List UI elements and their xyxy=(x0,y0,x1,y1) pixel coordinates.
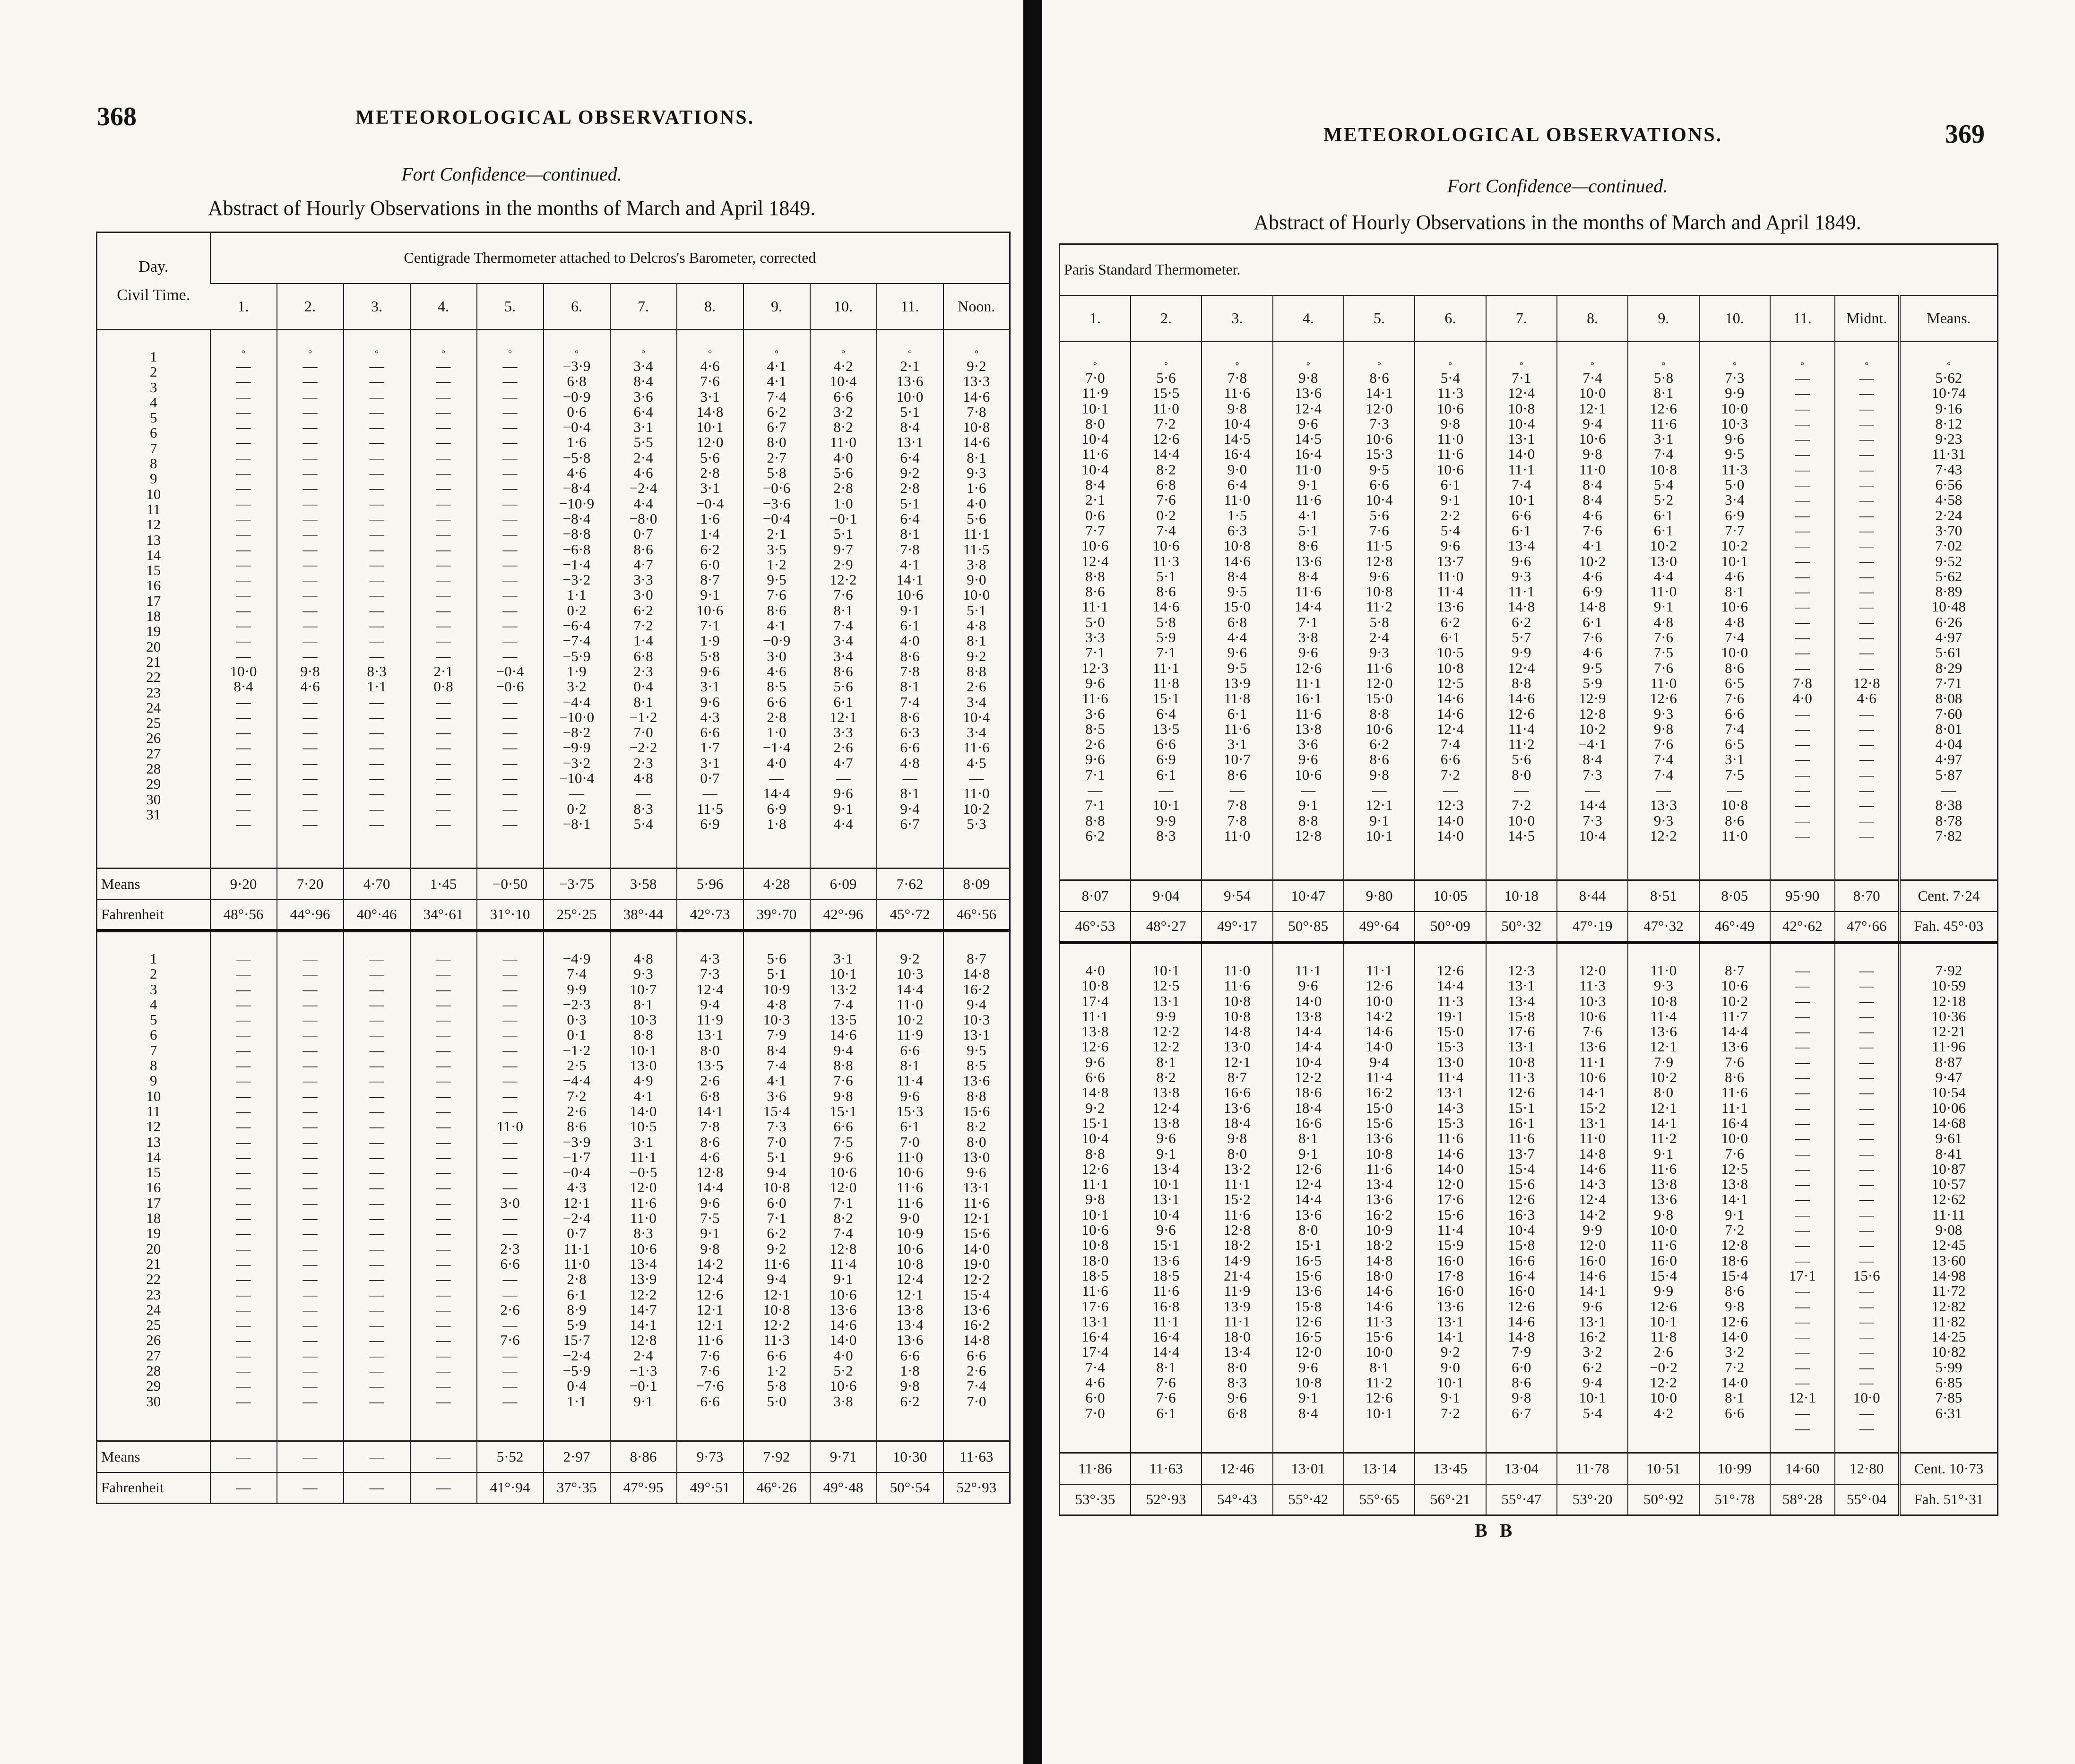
column-label: Noon. xyxy=(958,297,995,315)
column-label: 4. xyxy=(438,297,449,315)
summary-value: 7·62 xyxy=(877,869,943,900)
column-label: 9. xyxy=(771,297,782,315)
hour-column xyxy=(477,330,544,869)
column-header xyxy=(877,284,943,330)
hour-values: — — — — — — — — — — — — — — — — — — — — 15·6 — — — — — — — 10·0 — — xyxy=(1853,962,1880,1437)
summary-value: 10·47 xyxy=(1273,880,1344,912)
summary-value: 8·44 xyxy=(1557,880,1628,912)
hour-values: 4·1 4·1 7·4 6·2 6·7 8·0 2·7 5·8 −0·6 −3·6 −0·4 2·1 3·5 1·2 9·5 7·6 8·6 4·1 −0·9 3·0 4·6 8·5 6·6 2·8 1·0 −1·4 4·0 — 14·4 6·9 1·8 xyxy=(762,358,791,832)
column-header xyxy=(1628,295,1699,342)
running-title: METEOROLOGICAL OBSERVATIONS. xyxy=(355,107,755,129)
summary-value: 9·04 xyxy=(1131,880,1202,912)
hour-column xyxy=(210,330,277,869)
column-header xyxy=(1415,295,1486,342)
hour-values: 8·7 14·8 16·2 9·4 10·3 13·1 9·5 8·5 13·6 8·8 15·6 8·2 8·0 13·0 9·6 13·1 11·6 12·1 15·6 14·0 19·0 12·2 15·4 13·6 16·2 14·8 6·6 2·6 7·4 7·0 xyxy=(963,950,990,1410)
summary-value: — xyxy=(344,1441,410,1472)
degree-mark: ° xyxy=(1661,361,1666,371)
degree-mark: ° xyxy=(1732,361,1737,371)
hour-values: 11·1 12·6 10·0 14·2 14·6 14·0 9·4 11·4 16·2 15·0 15·6 13·6 10·8 11·6 13·4 13·6 16·2 10·9 18·2 14·8 18·0 14·6 14·6 11·3 15·6 10·0 8·1 11·2 12·6 10·1 xyxy=(1366,962,1393,1421)
hour-column xyxy=(1415,342,1486,880)
hour-column xyxy=(1060,342,1131,880)
summary-value: 10·51 xyxy=(1628,1453,1699,1484)
hour-values: 11·1 9·6 14·0 13·8 14·4 14·4 10·4 12·2 18·6 18·4 16·6 8·1 9·1 12·6 12·4 14·4 13·6 8·0 15·1 16·5 15·6 13·6 15·8 12·6 16·5 12·0 9·6 10·8 9·1 8·4 xyxy=(1295,962,1322,1421)
degree-mark: ° xyxy=(1235,361,1239,371)
degree-mark: ° xyxy=(708,349,712,359)
hour-values: 7·1 12·4 10·8 10·4 13·1 14·0 11·1 7·4 10·1 6·6 6·1 13·4 9·6 9·3 11·1 14·8 6·2 5·7 9·9 12·4 8·8 14·6 12·6 11·4 11·2 5·6 8·0 — 7·2 10·0 14·5 xyxy=(1508,370,1535,844)
column-label: Means. xyxy=(1927,309,1971,327)
hour-column xyxy=(477,931,544,1441)
column-label: 1. xyxy=(237,297,249,315)
summary-value: 49°·51 xyxy=(677,1472,744,1504)
hour-column xyxy=(1273,943,1344,1453)
hour-column xyxy=(1344,943,1415,1453)
summary-value: 9·20 xyxy=(210,869,277,900)
summary-value: 46°·26 xyxy=(744,1472,810,1504)
signature-mark: B B xyxy=(1475,1520,1516,1541)
summary-value: 10·99 xyxy=(1699,1453,1770,1484)
summary-value: 13·04 xyxy=(1486,1453,1557,1484)
hour-values: — — — — — — — — — — — — — — — — — — — — 7·8 4·0 — — — — — — — — — xyxy=(1792,370,1812,844)
hour-values: — — — — — — — — — — — — — — — — — — — — 17·1 — — — — — — — 12·1 — — xyxy=(1789,962,1816,1437)
summary-value: 50°·32 xyxy=(1486,912,1557,943)
summary-value: 47°·66 xyxy=(1835,912,1900,943)
summary-value: 7·92 xyxy=(744,1441,810,1472)
hour-column xyxy=(544,931,610,1441)
summary-value: 54°·43 xyxy=(1202,1484,1272,1515)
summary-value: 11·63 xyxy=(1131,1453,1202,1484)
hour-values: 12·6 14·4 11·3 19·1 15·0 15·3 13·0 11·4 13·1 14·3 15·3 11·6 14·6 14·0 12·0 17·6 15·6 11·4 15·9 16·0 17·8 16·0 13·6 13·1 14·1 9·2 9·0 10·1 9·1 7·2 xyxy=(1436,962,1464,1421)
summary-value: 49°·48 xyxy=(810,1472,877,1504)
hour-column xyxy=(277,931,344,1441)
degree-mark: ° xyxy=(775,349,778,359)
column-header xyxy=(210,284,277,330)
hour-column xyxy=(744,330,810,869)
subtitle: Fort Confidence—continued. xyxy=(401,163,622,185)
hour-column xyxy=(344,931,410,1441)
degree-mark: ° xyxy=(1865,361,1869,371)
hour-values: 5·6 15·5 11·0 7·2 12·6 14·4 8·2 6·8 7·6 0·2 7·4 10·6 11·3 5·1 8·6 14·6 5·8 5·9 7·1 11·1 11·8 15·1 6·4 13·5 6·6 6·9 6·1 — 10·1 9·9 8·3 xyxy=(1152,370,1180,844)
summary-value: 38°·44 xyxy=(610,900,677,931)
degree-mark: ° xyxy=(375,349,379,359)
hour-values: — — — — — — — — — — — — — — — — — — — — 12·8 4·6 — — — — — — — — — xyxy=(1853,370,1880,844)
left-observations-table xyxy=(96,232,1011,1504)
hour-values: 9·2 13·3 14·6 7·8 10·8 14·6 8·1 9·3 1·6 4·0 5·6 11·1 11·5 3·8 9·0 10·0 5·1 4·8 8·1 9·2 8·8 2·6 3·4 10·4 3·4 11·6 4·5 — 11·0 10·2 5·3 xyxy=(963,358,990,832)
hour-values: 4·2 10·4 6·6 3·2 8·2 11·0 4·0 5·6 2·8 1·0 −0·1 5·1 9·7 2·9 12·2 7·6 8·1 7·4 3·4 3·4 8·6 5·6 6·1 12·1 3·3 2·6 4·7 — 9·6 9·1 4·4 xyxy=(829,358,857,832)
column-header xyxy=(1699,295,1770,342)
summary-value: — xyxy=(344,1472,410,1504)
summary-value: 9·54 xyxy=(1202,880,1272,912)
row-label: Fahrenheit xyxy=(97,1472,210,1504)
hour-values: 4·6 7·6 3·1 14·8 10·1 12·0 5·6 2·8 3·1 −0·4 1·6 1·4 6·2 6·0 8·7 9·1 10·6 7·1 1·9 5·8 9·6 3·1 9·6 4·3 6·6 1·7 3·1 0·7 — 11·5 6·9 xyxy=(696,358,724,832)
summary-value: 45°·72 xyxy=(877,900,943,931)
column-header xyxy=(277,284,344,330)
column-label: 5. xyxy=(1374,309,1385,327)
hour-values: 5·8 8·1 12·6 11·6 3·1 7·4 10·8 5·4 5·2 6·1 6·1 10·2 13·0 4·4 11·0 9·1 4·8 7·6 7·5 7·6 11·0 12·6 9·3 9·8 7·6 7·4 7·4 — 13·3 9·3 12·2 xyxy=(1650,370,1677,844)
summary-value: 37°·35 xyxy=(544,1472,610,1504)
column-header xyxy=(1202,295,1272,342)
hour-values: — — — — — — — — — — — — — — — — — — — — — — — — — — — — — — xyxy=(436,950,451,1410)
book-spine xyxy=(1023,0,1042,1764)
thermometer-banner: Centigrade Thermometer attached to Delcros's Barometer, corrected xyxy=(210,232,1010,284)
summary-value: 3·58 xyxy=(610,869,677,900)
hour-column xyxy=(1131,342,1202,880)
summary-value: 13·01 xyxy=(1273,1453,1344,1484)
degree-mark: ° xyxy=(1591,361,1595,371)
degree-mark: ° xyxy=(641,349,645,359)
hour-values: — — — — — — — — — — — — — — — — — — — — −0·4 −0·6 — — — — — — — — — xyxy=(496,358,524,832)
summary-value: 95·90 xyxy=(1770,880,1835,912)
summary-value: 5·52 xyxy=(477,1441,544,1472)
degree-mark: ° xyxy=(1164,361,1168,371)
hour-column xyxy=(1628,943,1699,1453)
right-page xyxy=(1040,0,2075,1764)
summary-value: 49°·64 xyxy=(1344,912,1415,943)
column-header xyxy=(1060,295,1131,342)
hour-values: 7·8 11·6 9·8 10·4 14·5 16·4 9·0 6·4 11·0 1·5 6·3 10·8 14·6 8·4 9·5 15·0 6·8 4·4 9·6 9·5 13·9 11·8 6·1 11·6 3·1 10·7 8·6 — 7·8 7·8 11·0 xyxy=(1223,370,1251,844)
summary-value: 6·09 xyxy=(810,869,877,900)
summary-value: — xyxy=(277,1472,344,1504)
summary-value: 11·78 xyxy=(1557,1453,1628,1484)
hour-column xyxy=(1060,943,1131,1453)
hour-column xyxy=(1486,342,1557,880)
hour-column xyxy=(610,330,677,869)
degree-mark: ° xyxy=(841,349,845,359)
hour-values: 7·92 10·59 12·18 10·36 12·21 11·96 8·87 9·47 10·54 10·06 14·68 9·61 8·41 10·87 10·57 12·62 11·11 9·08 12·45 13·60 14·98 11·72 12·82 11·82 14·25 10·82 5·99 6·85 7·85 6·31 xyxy=(1931,962,1966,1421)
hour-column xyxy=(1899,342,1997,880)
column-label: 10. xyxy=(834,297,853,315)
summary-value: 48°·27 xyxy=(1131,912,1202,943)
hour-values: — — — — — — — — — — — — — — — — — — — — — — — — — — — — — — xyxy=(369,950,384,1410)
summary-value: 9·73 xyxy=(677,1441,744,1472)
hour-values: 11·0 11·6 10·8 10·8 14·8 13·0 12·1 8·7 16·6 13·6 18·4 9·8 8·0 13·2 11·1 15·2 11·6 12·8 18·2 14·9 21·4 11·9 13·9 11·1 18·0 13·4 8·0 8·3 9·6 6·8 xyxy=(1223,962,1251,1421)
hour-values: 9·8 13·6 12·4 9·6 14·5 16·4 11·0 9·1 11·6 4·1 5·1 8·6 13·6 8·4 11·6 14·4 7·1 3·8 9·6 12·6 11·1 16·1 11·6 13·8 3·6 9·6 10·6 — 9·1 8·8 12·8 xyxy=(1295,370,1322,844)
column-header xyxy=(1835,295,1900,342)
hour-values: 10·1 12·5 13·1 9·9 12·2 12·2 8·1 8·2 13·8 12·4 13·8 9·6 9·1 13·4 10·1 13·1 10·4 9·6 15·1 13·6 18·5 11·6 16·8 11·1 16·4 14·4 8·1 7·6 7·6 6·1 xyxy=(1152,962,1180,1421)
hour-column xyxy=(1273,342,1344,880)
page-number: 368 xyxy=(97,102,137,131)
hour-column xyxy=(344,330,410,869)
column-label: 5. xyxy=(504,297,516,315)
day-header: Day. Civil Time. xyxy=(97,232,210,330)
row-label: Fahrenheit xyxy=(97,900,210,931)
summary-value: 34°·61 xyxy=(410,900,477,931)
column-header xyxy=(410,284,477,330)
summary-value: 9·80 xyxy=(1344,880,1415,912)
hour-column xyxy=(1835,342,1900,880)
column-label: 2. xyxy=(304,297,316,315)
row-label: Means xyxy=(97,1441,210,1472)
hour-column xyxy=(744,931,810,1441)
summary-value: 56°·21 xyxy=(1415,1484,1486,1515)
hour-values: 12·3 13·1 13·4 15·8 17·6 13·1 10·8 11·3 12·6 15·1 16·1 11·6 13·7 15·4 15·6 12·6 16·3 10·4 15·8 16·6 16·4 16·0 12·6 14·6 14·8 7·9 6·0 8·6 9·8 6·7 xyxy=(1508,962,1535,1421)
degree-mark: ° xyxy=(1519,361,1523,371)
hour-values: — — — — — — — — — — — — — — — — — — — — 2·1 0·8 — — — — — — — — — xyxy=(433,358,453,832)
hour-values: 7·4 10·0 12·1 9·4 10·6 9·8 11·0 8·4 8·4 4·6 7·6 4·1 10·2 4·6 6·9 14·8 6·1 7·6 4·6 9·5 5·9 12·9 12·8 10·2 −4·1 8·4 7·3 — 14·4 7·3 10·4 xyxy=(1578,370,1607,844)
hour-column xyxy=(877,931,943,1441)
degree-mark: ° xyxy=(1946,361,1951,371)
hour-column xyxy=(1415,943,1486,1453)
hour-values: — — — — — — — — — — — — — — — — — — — — 10·0 8·4 — — — — — — — — — xyxy=(230,358,257,832)
summary-value: 10·18 xyxy=(1486,880,1557,912)
summary-value: 48°·56 xyxy=(210,900,277,931)
left-page xyxy=(0,0,1023,1764)
summary-value: 5·96 xyxy=(677,869,744,900)
summary-value: 55°·47 xyxy=(1486,1484,1557,1515)
column-label: 1. xyxy=(1089,309,1101,327)
column-header xyxy=(1273,295,1344,342)
summary-value: 8·05 xyxy=(1699,880,1770,912)
degree-mark: ° xyxy=(242,349,245,359)
summary-value: 2·97 xyxy=(544,1441,610,1472)
summary-value: 8·51 xyxy=(1628,880,1699,912)
hour-values: 5·62 10·74 9·16 8·12 9·23 11·31 7·43 6·56 4·58 2·24 3·70 7·02 9·52 5·62 8·89 10·48 6·26 4·97 5·61 8·29 7·71 8·08 7·60 8·01 4·04 4·97 5·87 — 8·38 8·78 7·82 xyxy=(1931,370,1966,844)
column-label: 11. xyxy=(900,297,919,315)
hour-column xyxy=(1899,943,1997,1453)
hour-values: 4·0 10·8 17·4 11·1 13·8 12·6 9·6 6·6 14·8 9·2 15·1 10·4 8·8 12·6 11·1 9·8 10·1 10·6 10·8 18·0 18·5 11·6 17·6 13·1 16·4 17·4 7·4 4·6 6·0 7·0 xyxy=(1081,962,1109,1421)
degree-mark: ° xyxy=(308,349,312,359)
hour-column xyxy=(1344,342,1415,880)
hour-values: 7·0 11·9 10·1 8·0 10·4 11·6 10·4 8·4 2·1 0·6 7·7 10·6 12·4 8·8 8·6 11·1 5·0 3·3 7·1 12·3 9·6 11·6 3·6 8·5 2·6 9·6 7·1 — 7·1 8·8 6·2 xyxy=(1081,370,1109,844)
hour-column xyxy=(277,330,344,869)
column-header xyxy=(344,284,410,330)
hour-column xyxy=(410,931,477,1441)
hour-column xyxy=(677,330,744,869)
summary-value: — xyxy=(210,1441,277,1472)
hour-values: 12·0 11·3 10·3 10·6 7·6 13·6 11·1 10·6 14·1 15·2 13·1 11·0 14·8 14·6 14·3 12·4 14·2 9·9 12·0 16·0 14·6 14·1 9·6 13·1 16·2 3·2 6·2 9·4 10·1 5·4 xyxy=(1579,962,1606,1421)
hour-column xyxy=(1699,342,1770,880)
hour-column xyxy=(1835,943,1900,1453)
summary-value: 53°·20 xyxy=(1557,1484,1628,1515)
summary-value: 42°·62 xyxy=(1770,912,1835,943)
hour-values: 3·1 10·1 13·2 7·4 13·5 14·6 9·4 8·8 7·6 9·8 15·1 6·6 7·5 9·6 10·6 12·0 7·1 8·2 7·4 12·8 11·4 9·1 10·6 13·6 14·6 14·0 4·0 5·2 10·6 3·8 xyxy=(830,950,857,1410)
hour-column xyxy=(1699,943,1770,1453)
summary-value: 41°·94 xyxy=(477,1472,544,1504)
summary-value: 4·70 xyxy=(344,869,410,900)
column-header xyxy=(477,284,544,330)
caption: Abstract of Hourly Observations in the months of March and April 1849. xyxy=(1254,211,1861,234)
column-label: 7. xyxy=(1515,309,1527,327)
column-header xyxy=(943,284,1010,330)
column-header xyxy=(610,284,677,330)
hour-column xyxy=(210,931,277,1441)
summary-value: 25°·25 xyxy=(544,900,610,931)
column-header xyxy=(544,284,610,330)
hour-column xyxy=(1770,342,1835,880)
summary-value: 50°·09 xyxy=(1415,912,1486,943)
hour-values: −3·9 6·8 −0·9 0·6 −0·4 1·6 −5·8 4·6 −8·4 −10·9 −8·4 −8·8 −6·8 −1·4 −3·2 1·1 0·2 −6·4 −7·4 −5·9 1·9 3·2 −4·4 −10·0 −8·2 −9·9 −3·2 −10·4 — 0·2 −8·1 xyxy=(559,358,595,832)
summary-value: Cent. 7·24 xyxy=(1899,880,1997,912)
hour-values: 8·6 14·1 12·0 7·3 10·6 15·3 9·5 6·6 10·4 5·6 7·6 11·5 12·8 9·6 10·8 11·2 5·8 2·4 9·3 11·6 12·0 15·0 8·8 10·6 6·2 8·6 9·8 — 12·1 9·1 10·1 xyxy=(1366,370,1393,844)
column-header xyxy=(1557,295,1628,342)
row-label: Means xyxy=(97,869,210,900)
hour-column xyxy=(677,931,744,1441)
hour-column xyxy=(877,330,943,869)
column-header xyxy=(1899,295,1997,342)
summary-value: 31°·10 xyxy=(477,900,544,931)
column-header xyxy=(1344,295,1415,342)
hour-column xyxy=(1131,943,1202,1453)
summary-value: — xyxy=(277,1441,344,1472)
column-label: 6. xyxy=(571,297,582,315)
hour-values: 2·1 13·6 10·0 5·1 8·4 13·1 6·4 9·2 2·8 5·1 6·4 8·1 7·8 4·1 14·1 10·6 9·1 6·1 4·0 8·6 7·8 8·1 7·4 8·6 6·3 6·6 4·8 — 8·1 9·4 6·7 xyxy=(896,358,924,832)
summary-value: 42°·73 xyxy=(677,900,744,931)
summary-value: — xyxy=(410,1441,477,1472)
hour-column xyxy=(544,330,610,869)
column-label: 11. xyxy=(1793,309,1812,327)
summary-value: 50°·85 xyxy=(1273,912,1344,943)
summary-value: 42°·96 xyxy=(810,900,877,931)
degree-mark: ° xyxy=(1448,361,1452,371)
subtitle: Fort Confidence—continued. xyxy=(1447,175,1668,197)
column-label: 3. xyxy=(371,297,382,315)
running-title: METEOROLOGICAL OBSERVATIONS. xyxy=(1323,124,1723,146)
column-label: 9. xyxy=(1658,309,1669,327)
column-header xyxy=(744,284,810,330)
summary-value: 11·86 xyxy=(1060,1453,1131,1484)
summary-value: 9·71 xyxy=(810,1441,877,1472)
summary-value: 12·80 xyxy=(1835,1453,1900,1484)
summary-value: 47°·32 xyxy=(1628,912,1699,943)
column-label: 10. xyxy=(1725,309,1744,327)
hour-values: 11·0 9·3 10·8 11·4 13·6 12·1 7·9 10·2 8·0 12·1 14·1 11·2 9·1 11·6 13·8 13·6 9·8 10·0 11·6 16·0 15·4 9·9 12·6 10·1 11·8 2·6 −0·2 12·2 10·0 4·2 xyxy=(1650,962,1677,1421)
summary-value: 46°·53 xyxy=(1060,912,1131,943)
summary-value: 10·05 xyxy=(1415,880,1486,912)
column-label: 7. xyxy=(638,297,649,315)
degree-mark: ° xyxy=(575,349,579,359)
hour-values: — — — — — — — — — — — — — — — — — — — — — — — — — — — — — — xyxy=(303,950,318,1410)
hour-values: −4·9 7·4 9·9 −2·3 0·3 0·1 −1·2 2·5 −4·4 7·2 2·6 8·6 −3·9 −1·7 −0·4 4·3 12·1 −2·4 0·7 11·1 11·0 2·8 6·1 8·9 5·9 15·7 −2·4 −5·9 0·4 1·1 xyxy=(562,950,591,1410)
summary-value: 50°·92 xyxy=(1628,1484,1699,1515)
hour-values: — — — — — — — — — — — — — — — — — — — — 8·3 1·1 — — — — — — — — — xyxy=(367,358,387,832)
summary-value: 10·30 xyxy=(877,1441,943,1472)
summary-value: 40°·46 xyxy=(344,900,410,931)
hour-column xyxy=(1202,342,1272,880)
hour-column xyxy=(1557,943,1628,1453)
column-label: Midnt. xyxy=(1846,309,1887,327)
hour-column xyxy=(410,330,477,869)
thermometer-banner: Paris Standard Thermometer. xyxy=(1064,261,1241,278)
summary-value: 12·46 xyxy=(1202,1453,1272,1484)
hour-column xyxy=(1557,342,1628,880)
summary-value: 8·07 xyxy=(1060,880,1131,912)
hour-column xyxy=(1770,943,1835,1453)
column-header xyxy=(1770,295,1835,342)
degree-mark: ° xyxy=(974,349,978,359)
summary-value: 55°·65 xyxy=(1344,1484,1415,1515)
hour-column xyxy=(1628,342,1699,880)
summary-value: 49°·17 xyxy=(1202,912,1272,943)
degree-mark: ° xyxy=(908,349,912,359)
summary-value: −0·50 xyxy=(477,869,544,900)
summary-value: 44°·96 xyxy=(277,900,344,931)
column-header xyxy=(1131,295,1202,342)
summary-value: 50°·54 xyxy=(877,1472,943,1504)
column-header xyxy=(677,284,744,330)
summary-value: 52°·93 xyxy=(1131,1484,1202,1515)
summary-value: Fah. 51°·31 xyxy=(1899,1484,1997,1515)
hour-values: 5·4 11·3 10·6 9·8 11·0 11·6 10·6 6·1 9·1 2·2 5·4 9·6 13·7 11·0 11·4 13·6 6·2 6·1 10·5 10·8 12·5 14·6 14·6 12·4 7·4 6·6 7·2 — 12·3 14·0 14·0 xyxy=(1436,370,1464,844)
summary-value: 8·70 xyxy=(1835,880,1900,912)
summary-value: 55°·42 xyxy=(1273,1484,1344,1515)
hour-column xyxy=(810,330,877,869)
hour-values: — — — — — — — — — — — — — — — — — — — — — — — — — — — — — — xyxy=(236,950,251,1410)
summary-value: 55°·04 xyxy=(1835,1484,1900,1515)
column-label: 4. xyxy=(1302,309,1314,327)
summary-value: 7·20 xyxy=(277,869,344,900)
day-column: 1 2 3 4 5 6 7 8 9 10 11 12 13 14 15 16 17 18 19 20 21 22 23 24 25 26 27 28 29 30 xyxy=(97,931,210,1441)
summary-value: 1·45 xyxy=(410,869,477,900)
summary-value: Fah. 45°·03 xyxy=(1899,912,1997,943)
degree-mark: ° xyxy=(1093,361,1097,371)
degree-mark: ° xyxy=(508,349,512,359)
caption: Abstract of Hourly Observations in the months of March and April 1849. xyxy=(208,197,816,220)
summary-value: 52°·93 xyxy=(943,1472,1010,1504)
hour-values: 4·8 9·3 10·7 8·1 10·3 8·8 10·1 13·0 4·9 4·1 14·0 10·5 3·1 11·1 −0·5 12·0 11·6 11·0 8·3 10·6 13·4 13·9 12·2 14·7 14·1 12·8 2·4 −1·3 −0·1 9·1 xyxy=(629,950,657,1410)
hour-values: 5·6 5·1 10·9 4·8 10·3 7·9 8·4 7·4 4·1 3·6 15·4 7·3 7·0 5·1 9·4 10·8 6·0 7·1 6·2 9·2 11·6 9·4 12·1 10·8 12·2 11·3 6·6 1·2 5·8 5·0 xyxy=(763,950,790,1410)
summary-value: 46°·49 xyxy=(1699,912,1770,943)
summary-value: 4·28 xyxy=(744,869,810,900)
hour-values: 3·4 8·4 3·6 6·4 3·1 5·5 2·4 4·6 −2·4 4·4 −8·0 0·7 8·6 4·7 3·3 3·0 6·2 7·2 1·4 6·8 2·3 0·4 8·1 −1·2 7·0 −2·2 2·3 4·8 — 8·3 5·4 xyxy=(629,358,657,832)
summary-value: — xyxy=(410,1472,477,1504)
column-label: 8. xyxy=(1587,309,1599,327)
summary-value: 46°·56 xyxy=(943,900,1010,931)
summary-value: — xyxy=(210,1472,277,1504)
summary-value: 8·86 xyxy=(610,1441,677,1472)
summary-value: Cent. 10·73 xyxy=(1899,1453,1997,1484)
column-label: 8. xyxy=(704,297,716,315)
hour-values: 7·3 9·9 10·0 10·3 9·6 9·5 11·3 5·0 3·4 6·9 7·7 10·2 10·1 4·6 8·1 10·6 4·8 7·4 10·0 8·6 6·5 7·6 6·6 7·4 6·5 3·1 7·5 — 10·8 8·6 11·0 xyxy=(1721,370,1748,844)
hour-values: — — — — — — — — — — — — — — — — — — — — 9·8 4·6 — — — — — — — — — xyxy=(300,358,320,832)
summary-value: 47°·19 xyxy=(1557,912,1628,943)
day-column: 1 2 3 4 5 6 7 8 9 10 11 12 13 14 15 16 17 18 19 20 21 22 23 24 25 26 27 28 29 30 31 xyxy=(97,330,210,869)
summary-value: 53°·35 xyxy=(1060,1484,1131,1515)
hour-column xyxy=(943,330,1010,869)
hour-values: — — — — — — — — — — — 11·0 — — — — 3·0 — — 2·3 6·6 — — 2·6 — 7·6 — — — — xyxy=(497,950,523,1410)
degree-mark: ° xyxy=(1377,361,1382,371)
column-label: 2. xyxy=(1160,309,1172,327)
column-label: 6. xyxy=(1444,309,1456,327)
hour-column xyxy=(943,931,1010,1441)
hour-values: 8·7 10·6 10·2 11·7 14·4 13·6 7·6 8·6 11·6 11·1 16·4 10·0 7·6 12·5 13·8 14·1 9·1 7·2 12·8 18·6 15·4 8·6 9·8 12·6 14·0 3·2 7·2 14·0 8·1 6·6 xyxy=(1721,962,1748,1421)
summary-value: 51°·78 xyxy=(1699,1484,1770,1515)
summary-value: 13·45 xyxy=(1415,1453,1486,1484)
column-label: 3. xyxy=(1231,309,1243,327)
summary-value: 58°·28 xyxy=(1770,1484,1835,1515)
degree-mark: ° xyxy=(441,349,445,359)
summary-value: 11·63 xyxy=(943,1441,1010,1472)
column-header xyxy=(810,284,877,330)
right-observations-table xyxy=(1059,243,1998,1516)
degree-mark: ° xyxy=(1800,361,1805,371)
hour-column xyxy=(610,931,677,1441)
hour-column xyxy=(1202,943,1272,1453)
summary-value: 39°·70 xyxy=(744,900,810,931)
hour-values: 4·3 7·3 12·4 9·4 11·9 13·1 8·0 13·5 2·6 6·8 14·1 7·8 8·6 4·6 12·8 14·4 9·6 7·5 9·1 9·8 14·2 12·4 12·6 12·1 12·1 11·6 7·6 7·6 −7·6 6·6 xyxy=(696,950,724,1410)
summary-value: −3·75 xyxy=(544,869,610,900)
summary-value: 13·14 xyxy=(1344,1453,1415,1484)
hour-values: 9·2 10·3 14·4 11·0 10·2 11·9 6·6 8·1 11·4 9·6 15·3 6·1 7·0 11·0 10·6 11·6 11·6 9·0 10·9 10·6 10·8 12·4 12·1 13·8 13·4 13·6 6·6 1·8 9·8 6·2 xyxy=(896,950,924,1410)
page-number: 369 xyxy=(1945,120,1985,149)
summary-value: 8·09 xyxy=(943,869,1010,900)
summary-value: 14·60 xyxy=(1770,1453,1835,1484)
degree-mark: ° xyxy=(1306,361,1310,371)
hour-column xyxy=(810,931,877,1441)
summary-value: 47°·95 xyxy=(610,1472,677,1504)
column-header xyxy=(1486,295,1557,342)
hour-column xyxy=(1486,943,1557,1453)
